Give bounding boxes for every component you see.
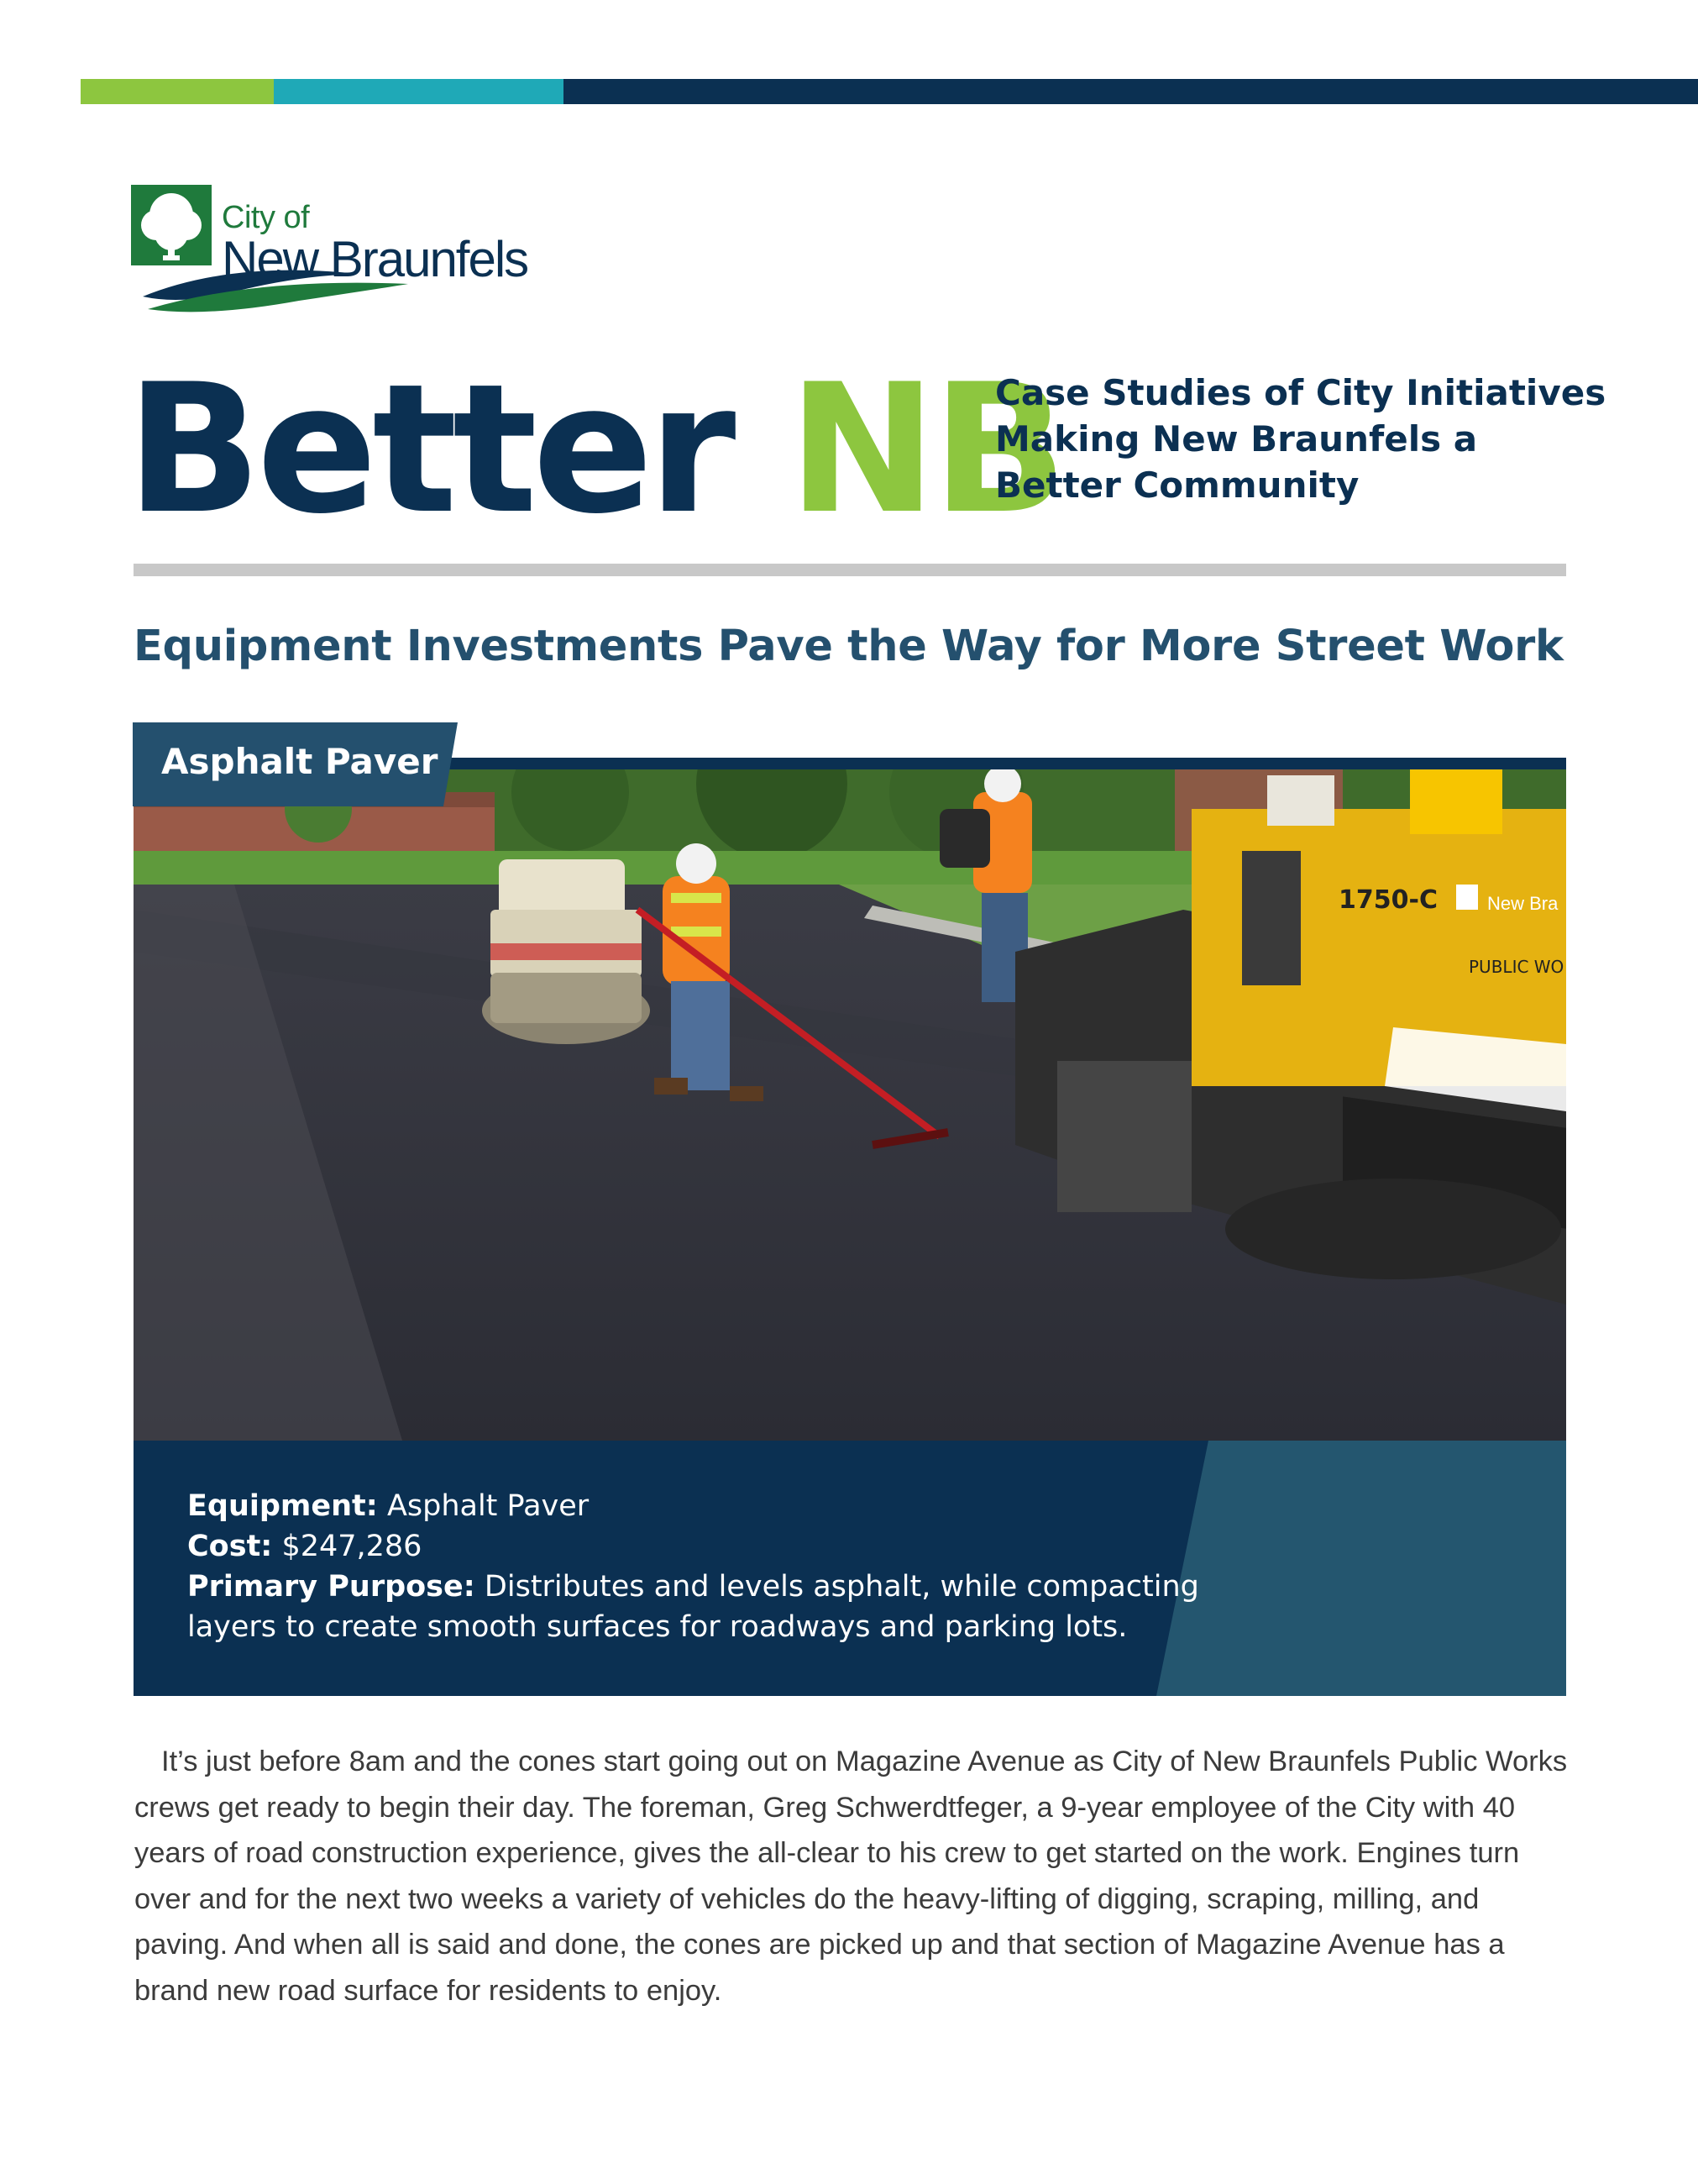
equipment-value: Asphalt Paver [386, 1489, 590, 1523]
top-bar-teal [274, 79, 563, 104]
photo-tab-text: Asphalt Paver [161, 741, 438, 782]
top-bar-green [81, 79, 274, 104]
purpose-value-1: Distributes and levels asphalt, while compacting [484, 1570, 1199, 1604]
asphalt-paver-photo [134, 759, 1566, 1441]
cost-label: Cost: [187, 1530, 273, 1563]
top-bar-navy [563, 79, 1698, 104]
equipment-line [187, 1486, 1195, 1526]
article-body: It’s just before 8am and the cones start going out on Magazine Avenue as City of New Braunfels Public Works crews get ready to begin their day. The foreman, Greg Schwerdtfeger, a 9-year employee of the City with 40 years of road construction experience, gives the all-clear to his crew to get started on the work. Engines turn over and for the next two weeks a variety of vehicles do the heavy-lifting of digging, scraping, milling, and paving. And when all is said and done, the cones are picked up and that section of Magazine Avenue has a brand new road surface for residents to enjoy. [134, 1746, 1568, 2007]
purpose-label: Primary Purpose: [187, 1570, 475, 1604]
tagline-line-2: Making New Braunfels a [995, 418, 1478, 459]
cost-line [187, 1526, 1195, 1567]
hero-title [126, 340, 1062, 559]
divider-rule [134, 564, 1566, 576]
tagline-line-3: Better Community [995, 465, 1360, 506]
logo-city-of: City of [222, 200, 310, 235]
purpose-line [187, 1567, 1199, 1607]
top-color-bar [81, 79, 1698, 104]
hero-nb: NB [788, 345, 1063, 553]
tagline [995, 370, 1606, 508]
equipment-details [187, 1486, 1199, 1647]
roller-vehicle [482, 859, 650, 1044]
logo-new-braunfels: New Braunfels [222, 231, 528, 287]
purpose-line-2: layers to create smooth surfaces for roadways and parking lots. [187, 1610, 1128, 1644]
tagline-line-1: Case Studies of City Initiatives [995, 372, 1606, 413]
paver-number: 1750-C [1339, 885, 1438, 915]
hero-better: Better [126, 345, 731, 553]
article-headline: Equipment Investments Pave the Way for More Street Work [134, 622, 1564, 671]
photo-tab-label [133, 722, 458, 806]
paver-logo-text: New Bra [1487, 893, 1559, 914]
equipment-label: Equipment: [187, 1489, 378, 1523]
paver-city-logo [1456, 885, 1478, 910]
cost-value: $247,286 [281, 1530, 422, 1563]
equipment-info-panel [134, 1441, 1566, 1696]
city-logo [131, 183, 526, 326]
paver-public-works: PUBLIC WO [1469, 957, 1564, 977]
